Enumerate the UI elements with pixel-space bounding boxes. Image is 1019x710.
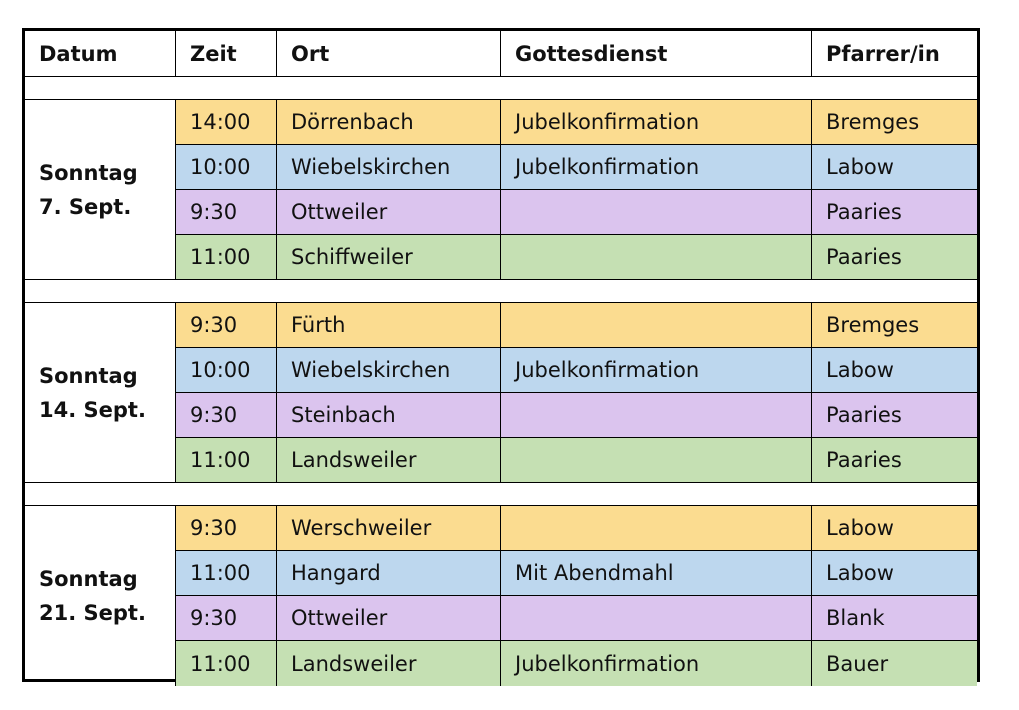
cell-pfarrer: Paaries [812,438,977,483]
date-cell [25,506,176,686]
cell-ort: Hangard [277,551,501,596]
cell-gottesdienst: Jubelkonfirmation [501,641,812,686]
date-day: Sonntag [39,567,138,591]
cell-zeit: 9:30 [176,506,277,551]
cell-pfarrer: Labow [812,145,977,190]
cell-zeit: 11:00 [176,438,277,483]
cell-pfarrer: Labow [812,506,977,551]
date-day: Sonntag [39,160,138,185]
cell-zeit: 10:00 [176,348,277,393]
cell-ort: Ottweiler [277,190,501,235]
header-zeit: Zeit [176,31,277,77]
cell-pfarrer: Bauer [812,641,977,686]
cell-ort: Wiebelskirchen [277,348,501,393]
cell-gottesdienst: Jubelkonfirmation [501,145,812,190]
cell-pfarrer: Bremges [812,100,977,145]
cell-gottesdienst [501,596,812,641]
group-spacer [25,483,977,506]
cell-gottesdienst [501,438,812,483]
cell-zeit: 9:30 [176,596,277,641]
cell-ort: Landsweiler [277,641,501,686]
cell-ort: Fürth [277,303,501,348]
header-ort: Ort [277,31,501,77]
cell-gottesdienst: Jubelkonfirmation [501,100,812,145]
cell-zeit: 11:00 [176,641,277,686]
cell-zeit: 11:00 [176,235,277,280]
cell-pfarrer: Paaries [812,393,977,438]
cell-gottesdienst [501,303,812,348]
cell-ort: Wiebelskirchen [277,145,501,190]
cell-gottesdienst [501,235,812,280]
cell-ort: Werschweiler [277,506,501,551]
cell-ort: Ottweiler [277,596,501,641]
cell-pfarrer: Labow [812,551,977,596]
cell-pfarrer: Paaries [812,190,977,235]
date-cell [25,303,176,483]
cell-pfarrer: Bremges [812,303,977,348]
cell-pfarrer: Labow [812,348,977,393]
cell-zeit: 11:00 [176,551,277,596]
header-gottesdienst: Gottesdienst [501,31,812,77]
cell-ort: Steinbach [277,393,501,438]
schedule-grid [25,31,977,679]
date-value: 7. Sept. [39,194,132,219]
date-cell [25,100,176,280]
cell-zeit: 9:30 [176,393,277,438]
group-spacer [25,280,977,303]
group-spacer [25,77,977,100]
cell-ort: Dörrenbach [277,100,501,145]
cell-pfarrer: Blank [812,596,977,641]
cell-gottesdienst [501,393,812,438]
cell-zeit: 9:30 [176,303,277,348]
cell-gottesdienst: Mit Abendmahl [501,551,812,596]
cell-gottesdienst [501,506,812,551]
cell-zeit: 10:00 [176,145,277,190]
date-value: 21. Sept. [39,601,146,625]
cell-gottesdienst [501,190,812,235]
cell-ort: Landsweiler [277,438,501,483]
date-value: 14. Sept. [39,397,146,422]
header-pfarrer: Pfarrer/in [812,31,977,77]
header-datum: Datum [25,31,176,77]
cell-gottesdienst: Jubelkonfirmation [501,348,812,393]
cell-ort: Schiffweiler [277,235,501,280]
cell-pfarrer: Paaries [812,235,977,280]
date-day: Sonntag [39,363,138,388]
schedule-table [22,28,980,682]
cell-zeit: 9:30 [176,190,277,235]
cell-zeit: 14:00 [176,100,277,145]
